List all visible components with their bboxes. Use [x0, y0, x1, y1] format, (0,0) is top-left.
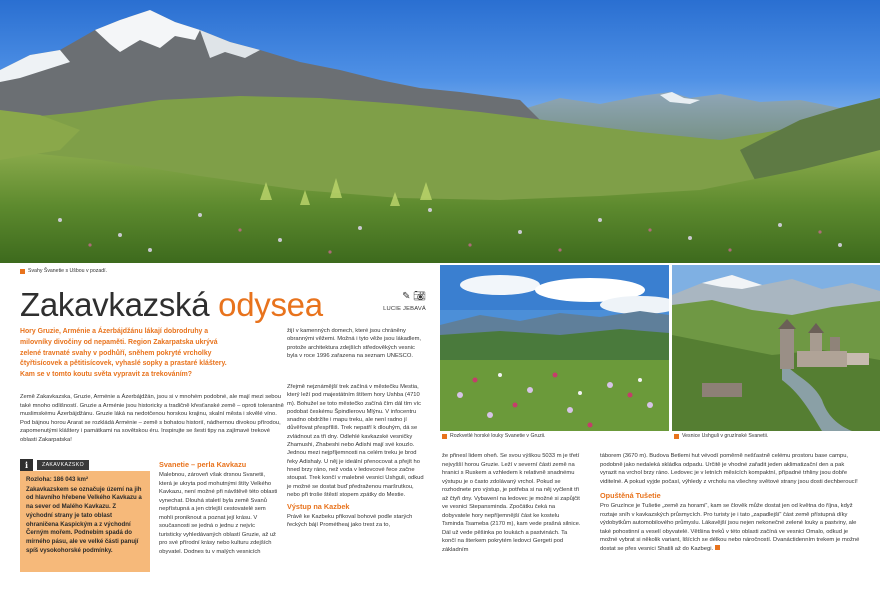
section-heading: Opuštěná Tušetie [600, 491, 661, 500]
village-photo [672, 265, 880, 431]
title-main: Zakavkazská [20, 286, 210, 323]
photo1-caption [442, 433, 545, 439]
byline-icons [366, 292, 426, 302]
intro-body: Země Zakavkazska, Gruzie, Arménie a Ázerbájdžán, jsou si v mnohém podobné, ale mají mezi sebou také mnoho odlišností. Gruzie a Arménie jsou historicky a tradičně křesťanské země – oproti tolerantně muslimskému Ázerbájdžánu. Gruzie láká na nedotčenou horskou krajinu, skalní města i skvělé víno. Pod bájnou horou Ararat se rozkládá Arménie – země s bohatou historií, nádhernou divokou přírodou, zapomenutými kláštery i památkami na sovětskou éru. Inspirujte se šesti tipy na zajímavé trekové oblasti Zakarpatska! [20, 394, 284, 443]
infobox [20, 471, 150, 572]
caption-marker-icon [20, 269, 25, 274]
section-text [600, 502, 862, 553]
column-d [600, 452, 862, 553]
mountain-panorama-image [0, 0, 880, 263]
column-b [287, 383, 427, 530]
byline [366, 292, 426, 312]
section-heading: Svanetie – perla Kavkazu [159, 460, 247, 469]
section3-text: Pro Gruzínce je Tušetie „země za horami“, kam se člověk může dostat jen od května do října, když roztaje sníh v kavkazských průsmycích. Pro turisty je i tato „zapadlejší“ část země přístupná díky výdobytkům automobilového průmyslu. Lákavější jsou nejen nekonečné zelené louky a pastviny, ale také pohostinní a veselí obyvatelé. Většina treků v této oblasti začíná ve vesnici Omalo, odkud je možné vybrat si několik variant, lišících se délkou nebo náročností. Dvanáctidenním trekem je možné dostat se přes vesnici Shatili až do Kazbegi. [600, 503, 860, 552]
village-image [672, 265, 880, 431]
infobox-header [20, 459, 150, 471]
column-top-2: žijí v kamenných domech, které jsou chráněny obrannými věžemi. Možná i tyto věže jsou lákadlem, protože architektura zdejších středověkých vesnic byla v roce 1996 zařazena na seznam UNESCO. [287, 328, 422, 359]
hero-caption [20, 265, 107, 277]
pen-icon: ✎ [402, 291, 411, 302]
photo2-caption [674, 433, 768, 439]
column-d-text: táborem (3670 m). Budova Betlemi hut vévodí poměrně nešťastně celému prostoru base campu, podobně jako nedaleká skládka odpadu. Určitě je vhodné zařadit jeden aklimatizační den a pak vyrazit na vrchol brzy ráno. Ledovec je v letních měsících kompaktní, případné trhliny jsou dobře viditelné. A pokud vyjde počasí, výhledy z vrcholu na všechny světové strany jsou dosti dechberoucí! [600, 453, 858, 485]
author-name: LUCIE JEBAVÁ [383, 306, 426, 312]
info-icon: i [20, 459, 33, 471]
photo1-caption-text: Rozkvetlé horské louky Svanetie v Gruzii. [450, 433, 546, 439]
photo2-caption-text: Vesnice Ushguli v gruzínské Svanetii. [682, 433, 769, 439]
meadow-photo [440, 265, 669, 431]
meadow-image [440, 265, 669, 431]
camera-icon: 📷︎ [413, 291, 426, 302]
hero-caption-text: Svahy Švanetie s Ušbou v pozadí. [28, 268, 108, 274]
infobox-area: Rozloha: 186 043 km² [26, 476, 88, 483]
article-title [20, 286, 323, 324]
end-mark-icon [715, 545, 720, 550]
column-b-text: Zřejmě nejznámější trek začíná v městečku Mestia, který leží pod majestátním štítem hory Ushba (4710 m). Bohužel se toto městečko začíná čím dál tím víc podobat českému Špindlerovu Mlýnu. V infocentru snadno obdržíte i mapu treku, ale není radno jí důvěřovat přespříliš. Trek nepatří k dlouhým, dá se zvládnout za tři dny. Odlehlé kavkazské vesničky Zhamushi, Zhabeshi nebo Adishi mají své kouzlo. Jednou mezi nejpříjemnosti na celém treku je brod řeky Adishaly. U něj je ideální přenocovat a přejít ho hned brzy ráno, než voda v ledovcové řece začne stoupat. Trek končí v malebné vesnici Ushguli, odkud je možné se dostat buď předraženou maršrutkou, nebo při troše štěstí stopem zpátky do Mestie. [287, 384, 424, 498]
section-text: Malebnou, zároveň však drsnou Svanetii, která je ukryta pod mohutnými štíty Velkého Kavkazu, není možné při návštěvě této oblasti vynechat. Dlouhá staletí byla země Svanů nepřístupná a jen ctrlejší cestovatelé sem mohli proniknout a poznat její krásu. V současnosti se jedná o jednu z nejvíc turisticky vyhledávaných oblastí Gruzie, až už pro své přírodní krásy nebo kulturu zdejších obyvatel. Dodnes tu v malých vesnicích [159, 472, 278, 555]
hero-photo [0, 0, 880, 263]
infobox-label: ZAKAVKAZSKO [37, 460, 89, 470]
column-c: že přinesl lidem oheň. Se svou výškou 5033 m je třetí nejvyšší horou Gruzie. Leží v severní části země na hranici s Ruskem a vzhledem k relativně snadnému výstupu je o často zdolávaný vrchol. Pokud se rozhodnete pro výstup, je potřeba si na něj vyčlenit tři až čtyři dny. Vybavení na ledovec je možné si zapůjčit ve vesnici Stepansminda. Zpočátku čeká na dobyvatele hory nepříjemnější část ke kostelu Tsminda Tsameba (2170 m), kam vede prašná silnice. Dál už vede pěšinka po loukách a pastvinách. Ta končí na šterkem pokrytém ledovci Gergeti pod základním [442, 453, 581, 553]
lead-paragraph: Hory Gruzie, Arménie a Ázerbájdžánu lákají dobrodruhy a milovníky divočiny od nepaměti. Region Zakarpatska ukrývá zelené travnaté svahy v podhůří, sněhem pokryté vrcholky čtyřtisícovek a pětitisícovek, vyhaslé sopky a prastaré kláštery. Kam se v tomto koutu světa vypravit za trekováním? [20, 328, 227, 379]
section-svanetie [159, 460, 279, 556]
title-accent: odysea [218, 286, 323, 323]
caption-marker-icon [674, 434, 679, 439]
caption-marker-icon [442, 434, 447, 439]
infobox-text: Zakavkazskem se označuje území na jih od hlavního hřebene Velkého Kavkazu a na sever od Malého Kavkazu. Z východní strany je tato oblast ohraničena Kaspickým a z východní Černým mořem. Podnebím spadá do mírného pásu, ale ve velké části panují spíš vysokohorské podmínky. [26, 485, 142, 554]
section-text: Právě ke Kazbeku přikoval bohové podle starých řeckých bájí Prométheaj jako trest za to, [287, 514, 413, 529]
section-heading: Výstup na Kazbek [287, 502, 350, 512]
